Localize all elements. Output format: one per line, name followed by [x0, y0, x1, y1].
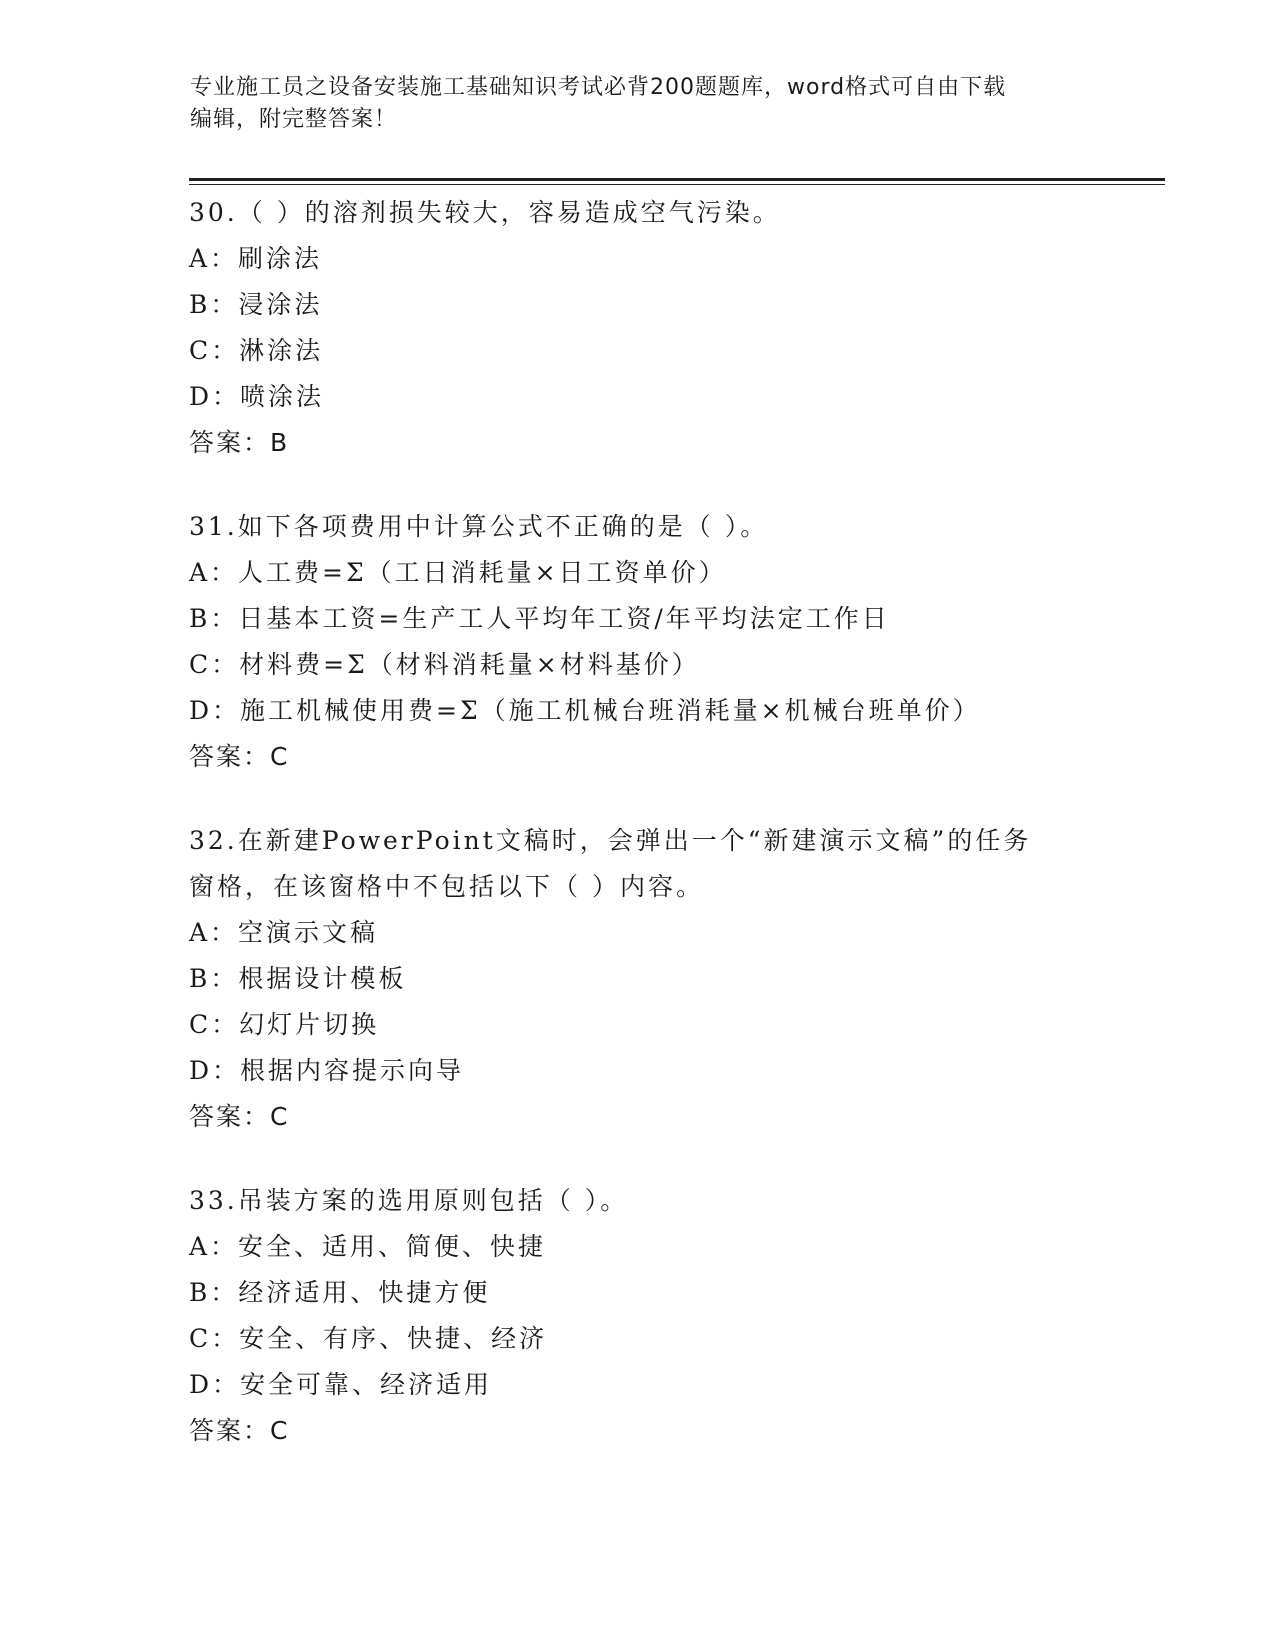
- answer: 答案：C: [189, 742, 290, 771]
- question-stem-line-2: 窗格，在该窗格中不包括以下（ ）内容。: [189, 872, 704, 901]
- option-a: A：人工费=Σ（工日消耗量×日工资单价）: [189, 558, 727, 587]
- option-d: D：施工机械使用费=Σ（施工机械台班消耗量×机械台班单价）: [189, 696, 981, 725]
- document-header: [190, 72, 1090, 136]
- question-32: [189, 818, 1109, 1140]
- question-30: [189, 190, 1109, 466]
- question-33: [189, 1178, 1109, 1454]
- question-stem: 30.（ ）的溶剂损失较大，容易造成空气污染。: [189, 198, 781, 227]
- question-list: [189, 190, 1109, 1492]
- answer: 答案：C: [189, 1102, 290, 1131]
- question-31: [189, 504, 1109, 780]
- question-stem: 33.吊装方案的选用原则包括（ ）。: [189, 1186, 629, 1215]
- option-c: C：安全、有序、快捷、经济: [189, 1324, 548, 1353]
- option-d: D：喷涂法: [189, 382, 325, 411]
- option-a: A：安全、适用、简便、快捷: [189, 1232, 547, 1261]
- header-line-2: 编辑，附完整答案！: [190, 107, 398, 132]
- option-c: C：材料费=Σ（材料消耗量×材料基价）: [189, 650, 700, 679]
- option-a: A：空演示文稿: [189, 918, 379, 947]
- option-a: A：刷涂法: [189, 244, 323, 273]
- option-c: C：淋涂法: [189, 336, 324, 365]
- header-divider-thick: [189, 178, 1165, 181]
- header-line-1: 专业施工员之设备安装施工基础知识考试必背200题题库，word格式可自由下载: [190, 75, 1007, 100]
- option-b: B：浸涂法: [189, 290, 323, 319]
- answer: 答案：B: [189, 428, 290, 457]
- option-b: B：日基本工资=生产工人平均年工资/年平均法定工作日: [189, 604, 890, 633]
- option-d: D：安全可靠、经济适用: [189, 1370, 493, 1399]
- question-stem-line-1: 32.在新建PowerPoint文稿时，会弹出一个“新建演示文稿”的任务: [189, 826, 1032, 855]
- option-d: D：根据内容提示向导: [189, 1056, 465, 1085]
- option-b: B：经济适用、快捷方便: [189, 1278, 491, 1307]
- question-stem: 31.如下各项费用中计算公式不正确的是（ ）。: [189, 512, 769, 541]
- option-b: B：根据设计模板: [189, 964, 407, 993]
- header-divider-thin: [189, 184, 1165, 185]
- answer: 答案：C: [189, 1416, 290, 1445]
- option-c: C：幻灯片切换: [189, 1010, 380, 1039]
